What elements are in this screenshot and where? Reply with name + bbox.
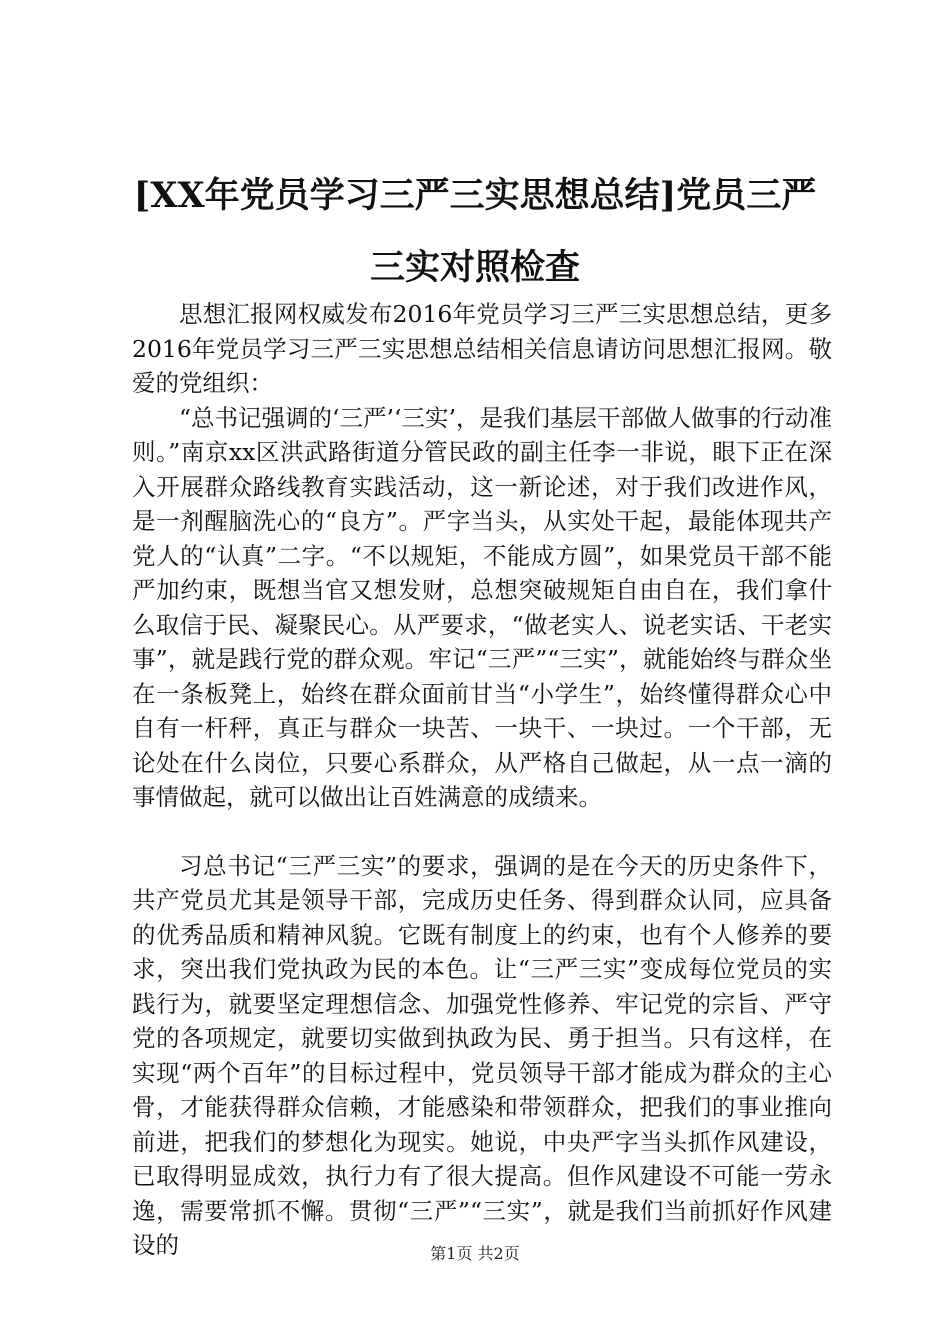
title-line-2: 三实对照检查 (369, 247, 580, 288)
document-body (132, 297, 832, 1263)
page-footer (0, 1243, 950, 1265)
paragraph-intro: 思想汇报网权威发布2016年党员学习三严三实思想总结，更多2016年党员学习三严三实思想总结相关信息请访问思想汇报网。敬爱的党组织： (132, 300, 832, 397)
title-line-1: [XX年党员学习三严三实思想总结]党员三严 (133, 175, 817, 216)
page-number-label: 第1页 共2页 (430, 1244, 520, 1263)
paragraph-requirements: 习总书记“三严三实”的要求，强调的是在今天的历史条件下，共产党员尤其是领导干部，完成历史任务、得到群众认同，应具备的优秀品质和精神风貌。它既有制度上的约束，也有个人修养的要求，突出我们党执政为民的本色。让“三严三实”变成每位党员的实践行为，就要坚定理想信念、加强党性修养、牢记党的宗旨、严守党的各项规定，就要切实做到执政为民、勇于担当。只有这样，在实现“两个百年”的目标过程中，党员领导干部才能成为群众的主心骨，才能获得群众信赖，才能感染和带领群众，把我们的事业推向前进，把我们的梦想化为现实。她说，中央严字当头抓作风建设，已取得明显成效，执行力有了很大提高。但作风建设不可能一劳永逸，需要常抓不懈。贯彻“三严”“三实”，就是我们当前抓好作风建设的 (132, 851, 832, 1259)
document-title (110, 160, 840, 304)
paragraph-quote: “总书记强调的‘三严’‘三实’，是我们基层干部做人做事的行动准则。”南京xx区洪武路街道分管民政的副主任李一非说，眼下正在深入开展群众路线教育实践活动，这一新论述，对于我们改进作风，是一剂醒脑洗心的“良方”。严字当头，从实处干起，最能体现共产党人的“认真”二字。“不以规矩，不能成方圆”，如果党员干部不能严加约束，既想当官又想发财，总想突破规矩自由自在，我们拿什么取信于民、凝聚民心。从严要求，“做老实人、说老实话、干老实事”，就是践行党的群众观。牢记“三严”“三实”，就能始终与群众坐在一条板凳上，始终在群众面前甘当“小学生”，始终懂得群众心中自有一杆秤，真正与群众一块苦、一块干、一块过。一个干部，无论处在什么岗位，只要心系群众，从严格自己做起，从一点一滴的事情做起，就可以做出让百姓满意的成绩来。 (132, 403, 832, 811)
